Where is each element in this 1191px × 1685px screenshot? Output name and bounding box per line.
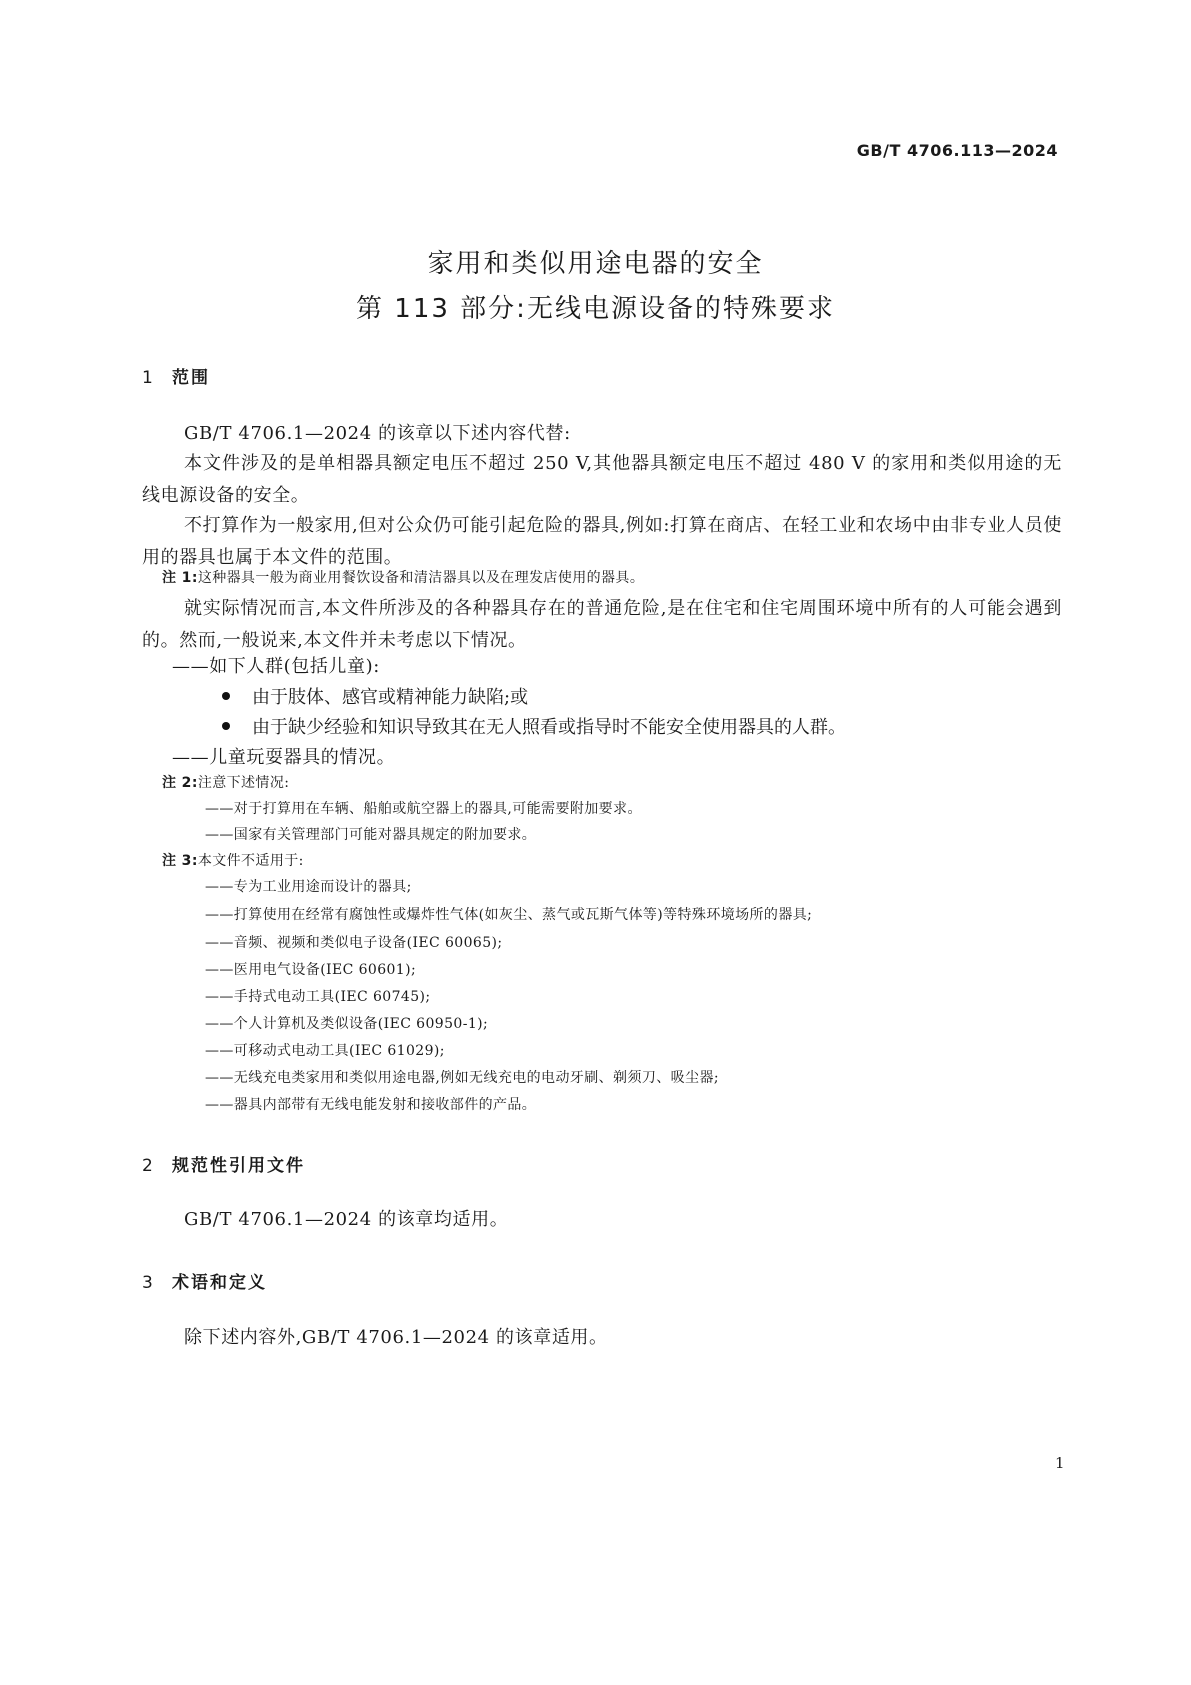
note-label: 注 2: <box>162 775 198 791</box>
note-item: ——无线充电类家用和类似用途电器,例如无线充电的电动牙刷、剃须刀、吸尘器; <box>205 1070 719 1086</box>
page-number: 1 <box>1055 1454 1065 1472</box>
note-item: ——音频、视频和类似电子设备(IEC 60065); <box>205 935 503 951</box>
note-item: ——器具内部带有无线电能发射和接收部件的产品。 <box>205 1097 537 1113</box>
standard-code: GB/T 4706.113—2024 <box>856 141 1058 160</box>
paragraph: 本文件涉及的是单相器具额定电压不超过 250 V,其他器具额定电压不超过 480 V 的家用和类似用途的无线电源设备的安全。 <box>142 453 1062 506</box>
section-number: 1 <box>142 368 155 388</box>
section-title: 规范性引用文件 <box>172 1156 305 1176</box>
bullet-item <box>222 683 528 713</box>
note-item: ——个人计算机及类似设备(IEC 60950-1); <box>205 1016 489 1032</box>
section-number: 2 <box>142 1156 155 1176</box>
paragraph: 不打算作为一般家用,但对公众仍可能引起危险的器具,例如:打算在商店、在轻工业和农场中由非专业人员使用的器具也属于本文件的范围。 <box>142 515 1062 568</box>
paragraph: GB/T 4706.1—2024 的该章均适用。 <box>184 1209 509 1230</box>
paragraph: 就实际情况而言,本文件所涉及的各种器具存在的普通危险,是在住宅和住宅周围环境中所有的人可能会遇到的。然而,一般说来,本文件并未考虑以下情况。 <box>142 598 1062 651</box>
paragraph: 除下述内容外,GB/T 4706.1—2024 的该章适用。 <box>184 1327 608 1348</box>
paragraph: GB/T 4706.1—2024 的该章以下述内容代替: <box>184 423 571 444</box>
document-title-line1: 家用和类似用途电器的安全 <box>427 249 764 279</box>
section-number: 3 <box>142 1273 155 1293</box>
note-item: ——打算使用在经常有腐蚀性或爆炸性气体(如灰尘、蒸气或瓦斯气体等)等特殊环境场所的器具; <box>205 907 813 923</box>
section-3-heading <box>142 1268 267 1293</box>
note-text: 注意下述情况: <box>197 775 290 791</box>
note-item: ——国家有关管理部门可能对器具规定的附加要求。 <box>205 827 537 843</box>
note-text: 这种器具一般为商业用餐饮设备和清洁器具以及在理发店使用的器具。 <box>197 570 645 586</box>
bullet-icon <box>222 692 230 700</box>
dash-item: ——儿童玩耍器具的情况。 <box>172 747 396 768</box>
bullet-text: 由于缺少经验和知识导致其在无人照看或指导时不能安全使用器具的人群。 <box>252 717 846 738</box>
section-1-heading <box>142 363 210 388</box>
section-title: 术语和定义 <box>172 1273 267 1293</box>
note-item: ——可移动式电动工具(IEC 61029); <box>205 1043 445 1059</box>
dash-item: ——如下人群(包括儿童): <box>172 656 380 677</box>
bullet-text: 由于肢体、感官或精神能力缺陷;或 <box>252 687 529 708</box>
note-text: 本文件不适用于: <box>197 853 304 869</box>
section-title: 范围 <box>172 368 210 388</box>
bullet-item <box>222 713 846 743</box>
document-title-line2: 第 113 部分:无线电源设备的特殊要求 <box>356 294 835 324</box>
note-2 <box>162 770 289 796</box>
note-item: ——专为工业用途而设计的器具; <box>205 879 412 895</box>
note-item: ——对于打算用在车辆、船舶或航空器上的器具,可能需要附加要求。 <box>205 801 642 817</box>
note-1 <box>162 565 644 591</box>
note-label: 注 3: <box>162 853 198 869</box>
note-3 <box>162 848 304 874</box>
section-2-heading <box>142 1151 305 1176</box>
note-label: 注 1: <box>162 570 198 586</box>
note-item: ——手持式电动工具(IEC 60745); <box>205 989 431 1005</box>
note-item: ——医用电气设备(IEC 60601); <box>205 962 417 978</box>
bullet-icon <box>222 722 230 730</box>
